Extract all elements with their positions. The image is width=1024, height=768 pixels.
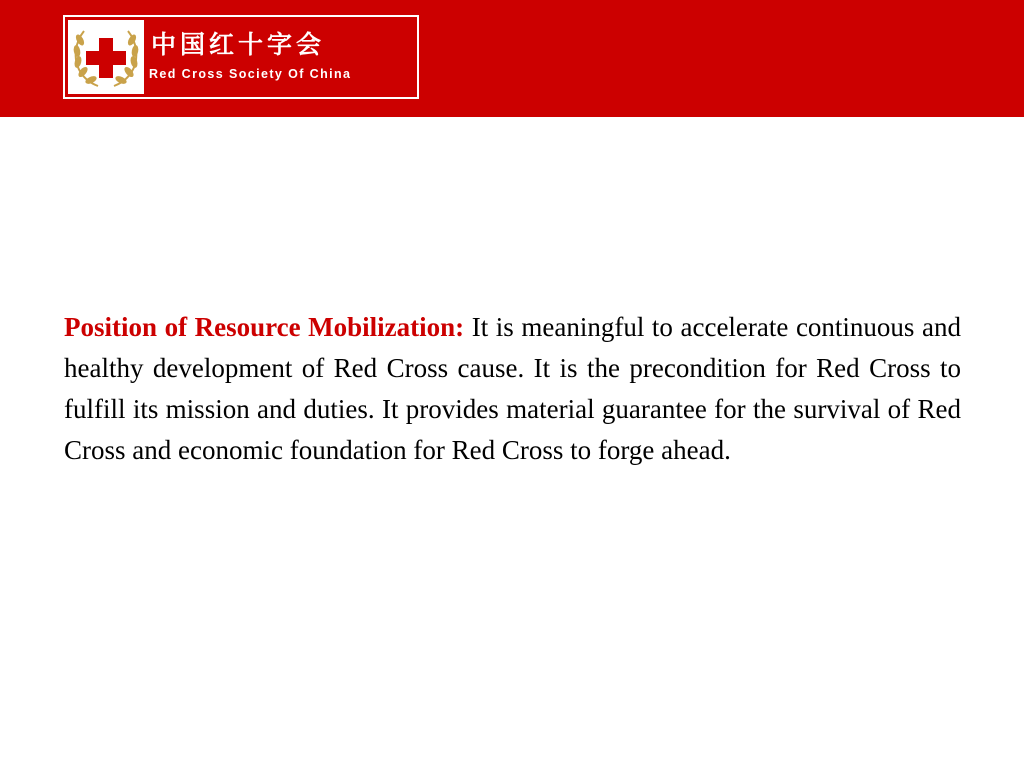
red-cross-wreath-icon bbox=[68, 20, 144, 94]
logo-english-name: Red Cross Society Of China bbox=[149, 67, 352, 81]
red-cross-logo bbox=[63, 15, 419, 99]
lead-term: Position of Resource Mobilization: bbox=[64, 312, 465, 342]
logo-chinese-name: 中国红十字会 bbox=[151, 30, 326, 59]
body-text: It is meaningful to accelerate continuous and healthy development of Red Cross cause. It is the precondition for Red Cross to fulfill its mission and duties. It provides material guarantee for the survival of Red Cross and economic foundation for Red Cross to forge ahead. bbox=[64, 312, 961, 465]
body-paragraph bbox=[64, 307, 961, 471]
header-band bbox=[0, 0, 1024, 117]
